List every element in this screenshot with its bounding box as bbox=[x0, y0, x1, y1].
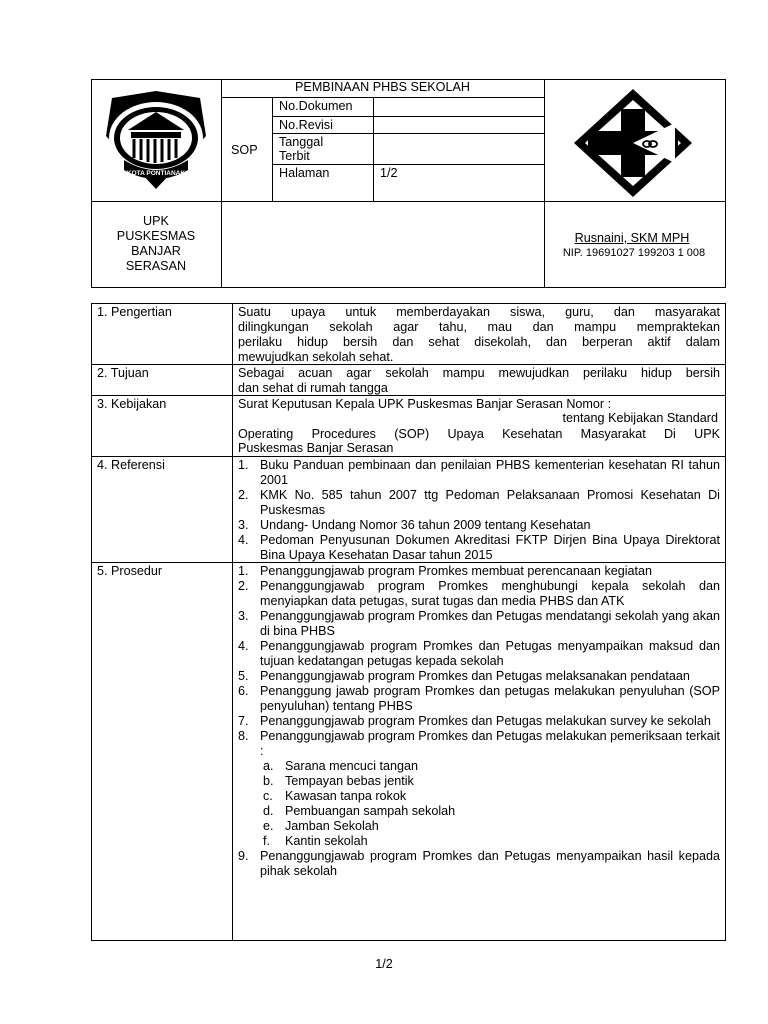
section-label-referensi: 4. Referensi bbox=[97, 458, 165, 472]
list-text: Penanggungjawab program Promkes membuat perencanaan kegiatan bbox=[260, 564, 653, 578]
list-item bbox=[238, 684, 720, 714]
divider bbox=[91, 201, 726, 202]
field-value-halaman: 1/2 bbox=[380, 166, 398, 180]
divider bbox=[272, 164, 544, 165]
field-label-halaman: Halaman bbox=[279, 166, 330, 180]
prosedur-list bbox=[238, 564, 720, 879]
divider bbox=[272, 97, 273, 201]
section-label-pengertian: 1. Pengertian bbox=[97, 305, 172, 319]
list-item bbox=[238, 849, 720, 879]
list-number: 4. bbox=[238, 639, 249, 653]
list-text: Tempayan bebas jentik bbox=[285, 774, 414, 788]
org-name-line-2: PUSKESMAS bbox=[116, 229, 196, 243]
list-letter: b. bbox=[263, 774, 274, 788]
list-text: Penanggungjawab program Promkes dan Petugas melakukan pemeriksaan terkait : bbox=[260, 729, 720, 758]
divider bbox=[91, 395, 726, 396]
kebijakan-line: Surat Keputusan Kepala UPK Puskesmas Banjar Serasan Nomor : bbox=[238, 397, 612, 411]
page-number: 1/2 bbox=[375, 957, 393, 971]
divider bbox=[91, 364, 726, 365]
list-letter: e. bbox=[263, 819, 274, 833]
sub-list-item bbox=[238, 759, 720, 774]
divider bbox=[232, 303, 233, 941]
list-text: Penanggungjawab program Promkes dan Petugas melakukan survey ke sekolah bbox=[260, 714, 711, 728]
list-letter: a. bbox=[263, 759, 274, 773]
pengertian-line: mewujudkan sekolah sehat. bbox=[238, 350, 394, 364]
list-text: Kantin sekolah bbox=[285, 834, 368, 848]
divider bbox=[272, 133, 544, 134]
list-number: 5. bbox=[238, 669, 249, 683]
pengertian-line: perilaku hidup bersih dan sehat disekolah, dan berperan aktif dalam bbox=[238, 335, 720, 349]
list-number: 1. bbox=[238, 564, 249, 578]
field-label-tanggal: Tanggal bbox=[279, 135, 324, 149]
section-label-tujuan: 2. Tujuan bbox=[97, 366, 149, 380]
sub-list-item bbox=[238, 804, 720, 819]
list-number: 9. bbox=[238, 849, 249, 863]
list-item bbox=[238, 564, 720, 579]
list-text: Penanggungjawab program Promkes dan Petugas menyampaikan hasil kepada pihak sekolah bbox=[260, 849, 720, 878]
list-item bbox=[238, 533, 720, 563]
list-text: KMK No. 585 tahun 2007 ttg Pedoman Pelaksanaan Promosi Kesehatan Di Puskesmas bbox=[260, 488, 720, 517]
field-label-terbit: Terbit bbox=[279, 149, 310, 163]
emblem-caption: KOTA PONTIANAK bbox=[126, 170, 186, 177]
list-text: Undang- Undang Nomor 36 tahun 2009 tentang Kesehatan bbox=[260, 518, 591, 532]
kebijakan-line: Puskesmas Banjar Serasan bbox=[238, 441, 394, 455]
pengertian-line: dilingkungan sekolah agar tahu, mau dan mampu mempraktekan bbox=[238, 320, 720, 334]
org-name-line-4: SERASAN bbox=[125, 259, 187, 273]
divider bbox=[91, 456, 726, 457]
list-item bbox=[238, 579, 720, 609]
sop-label: SOP bbox=[231, 143, 258, 157]
list-text: Penanggung jawab program Promkes dan petugas melakukan penyuluhan (SOP penyuluhan) tentang PHBS bbox=[260, 684, 720, 713]
list-text: Pedoman Penyusunan Dokumen Akreditasi FKTP Dirjen Bina Upaya Direktorat Bina Upaya Kesehatan Dasar tahun 2015 bbox=[260, 533, 720, 562]
field-label-no-dokumen: No.Dokumen bbox=[279, 99, 353, 113]
sub-list-item bbox=[238, 834, 720, 849]
document-title: PEMBINAAN PHBS SEKOLAH bbox=[295, 80, 470, 94]
list-item bbox=[238, 714, 720, 729]
list-letter: d. bbox=[263, 804, 274, 818]
list-number: 4. bbox=[238, 533, 249, 547]
tujuan-line: Sebagai acuan agar sekolah mampu mewujudkan perilaku hidup bersih bbox=[238, 366, 720, 380]
list-number: 7. bbox=[238, 714, 249, 728]
list-text: Penanggungjawab program Promkes dan Petugas mendatangi sekolah yang akan di bina PHBS bbox=[260, 609, 720, 638]
list-number: 3. bbox=[238, 518, 249, 532]
field-label-no-revisi: No.Revisi bbox=[279, 118, 333, 132]
city-emblem-logo bbox=[96, 90, 216, 190]
sub-list-item bbox=[238, 774, 720, 789]
list-item bbox=[238, 609, 720, 639]
divider bbox=[221, 79, 222, 288]
pengertian-line: Suatu upaya untuk memberdayakan siswa, guru, dan masyarakat bbox=[238, 305, 720, 319]
divider bbox=[373, 97, 374, 201]
list-number: 6. bbox=[238, 684, 249, 698]
list-item bbox=[238, 488, 720, 518]
list-letter: c. bbox=[263, 789, 273, 803]
list-letter: f. bbox=[263, 834, 270, 848]
list-number: 8. bbox=[238, 729, 249, 743]
list-item bbox=[238, 669, 720, 684]
sub-list-item bbox=[238, 789, 720, 804]
tujuan-line: dan sehat di rumah tangga bbox=[238, 381, 388, 395]
list-text: Penanggungjawab program Promkes menghubungi kepala sekolah dan menyiapkan data petugas, surat tugas dan media PHBS dan ATK bbox=[260, 579, 720, 608]
list-number: 2. bbox=[238, 579, 249, 593]
list-text: Penanggungjawab program Promkes dan Petugas melaksanakan pendataan bbox=[260, 669, 690, 683]
kebijakan-line: Operating Procedures (SOP) Upaya Kesehatan Masyarakat Di UPK bbox=[238, 427, 720, 441]
divider bbox=[272, 116, 544, 117]
list-text: Buku Panduan pembinaan dan penilaian PHBS kementerian kesehatan RI tahun 2001 bbox=[260, 458, 720, 487]
list-number: 2. bbox=[238, 488, 249, 502]
org-name-line-3: BANJAR bbox=[131, 244, 181, 258]
signer-name: Rusnaini, SKM MPH bbox=[574, 231, 690, 245]
puskesmas-logo bbox=[571, 87, 695, 199]
list-item bbox=[238, 729, 720, 759]
section-label-prosedur: 5. Prosedur bbox=[97, 564, 163, 578]
section-label-kebijakan: 3. Kebijakan bbox=[97, 397, 167, 411]
divider bbox=[221, 97, 544, 98]
list-number: 1. bbox=[238, 458, 249, 472]
list-item bbox=[238, 458, 720, 488]
kebijakan-line: tentang Kebijakan Standard bbox=[562, 411, 718, 425]
list-item bbox=[238, 518, 720, 533]
sub-list-item bbox=[238, 819, 720, 834]
list-item bbox=[238, 639, 720, 669]
signer-nip: NIP. 19691027 199203 1 008 bbox=[562, 247, 706, 259]
list-number: 3. bbox=[238, 609, 249, 623]
list-text: Sarana mencuci tangan bbox=[285, 759, 419, 773]
list-text: Kawasan tanpa rokok bbox=[285, 789, 407, 803]
list-text: Penanggungjawab program Promkes dan Petugas menyampaikan maksud dan tujuan kedatangan petugas kepada sekolah bbox=[260, 639, 720, 668]
org-name-line-1: UPK bbox=[143, 214, 169, 228]
list-text: Jamban Sekolah bbox=[285, 819, 379, 833]
referensi-list bbox=[238, 458, 720, 563]
list-text: Pembuangan sampah sekolah bbox=[285, 804, 456, 818]
